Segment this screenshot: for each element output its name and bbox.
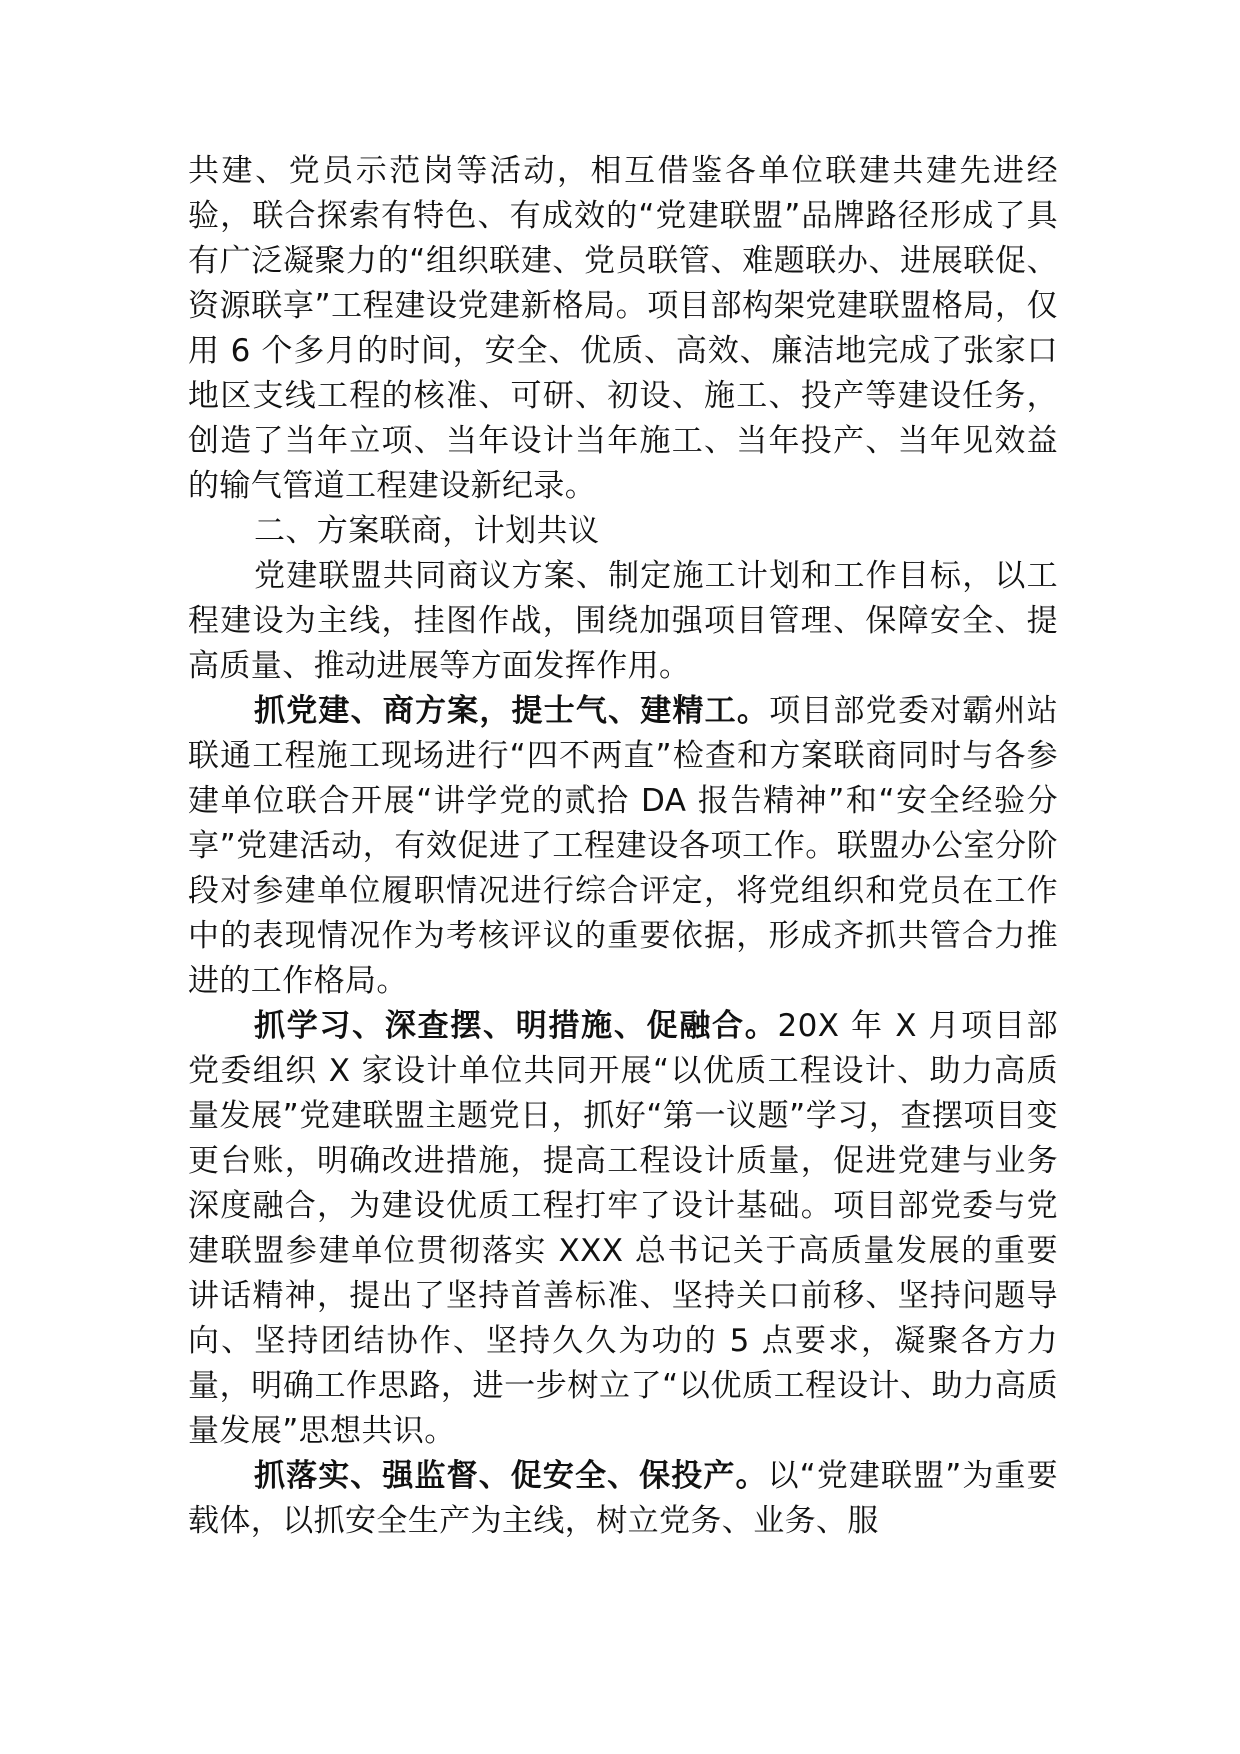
item-paragraph-3 [188, 1454, 1058, 1544]
document-body [188, 149, 1058, 1544]
item-lead: 抓党建、商方案，提士气、建精工。 [254, 693, 770, 729]
item-paragraph-2 [188, 1004, 1058, 1454]
item-paragraph-1 [188, 689, 1058, 1004]
section-intro-paragraph: 党建联盟共同商议方案、制定施工计划和工作目标，以工程建设为主线，挂图作战，围绕加强项目管理、保障安全、提高质量、推动进展等方面发挥作用。 [188, 558, 1058, 684]
item-lead: 抓落实、强监督、促安全、保投产。 [254, 1458, 768, 1494]
item-text: 项目部党委对霸州站联通工程施工现场进行“四不两直”检查和方案联商同时与各参建单位联合开展“讲学党的贰拾 DA 报告精神”和“安全经验分享”党建活动，有效促进了工程建设各项工作。联盟办公室分阶段对参建单位履职情况进行综合评定，将党组织和党员在工作中的表现情况作为考核评议的重要依据，形成齐抓共管合力推进的工作格局。 [188, 693, 1058, 999]
item-text: 20X 年 X 月项目部党委组织 X 家设计单位共同开展“以优质工程设计、助力高质量发展”党建联盟主题党日，抓好“第一议题”学习，查摆项目变更台账，明确改进措施，提高工程设计质量，促进党建与业务深度融合，为建设优质工程打牢了设计基础。项目部党委与党建联盟参建单位贯彻落实 XXX 总书记关于高质量发展的重要讲话精神，提出了坚持首善标准、坚持关口前移、坚持问题导向、坚持团结协作、坚持久久为功的 5 点要求，凝聚各方力量，明确工作思路，进一步树立了“以优质工程设计、助力高质量发展”思想共识。 [188, 1008, 1058, 1449]
paragraph-text: 共建、党员示范岗等活动，相互借鉴各单位联建共建先进经验，联合探索有特色、有成效的“党建联盟”品牌路径形成了具有广泛凝聚力的“组织联建、党员联管、难题联办、进展联促、资源联享”工程建设党建新格局。项目部构架党建联盟格局，仅用 6 个多月的时间，安全、优质、高效、廉洁地完成了张家口地区支线工程的核准、可研、初设、施工、投产等建设任务，创造了当年立项、当年设计当年施工、当年投产、当年见效益的输气管道工程建设新纪录。 [188, 153, 1058, 504]
continued-paragraph [188, 149, 1058, 509]
section-heading: 二、方案联商，计划共议 [254, 513, 600, 549]
item-lead: 抓学习、深查摆、明措施、促融合。 [254, 1008, 778, 1044]
item-text: 以“党建联盟”为重要载体，以抓安全生产为主线，树立党务、业务、服 [188, 1458, 1058, 1539]
